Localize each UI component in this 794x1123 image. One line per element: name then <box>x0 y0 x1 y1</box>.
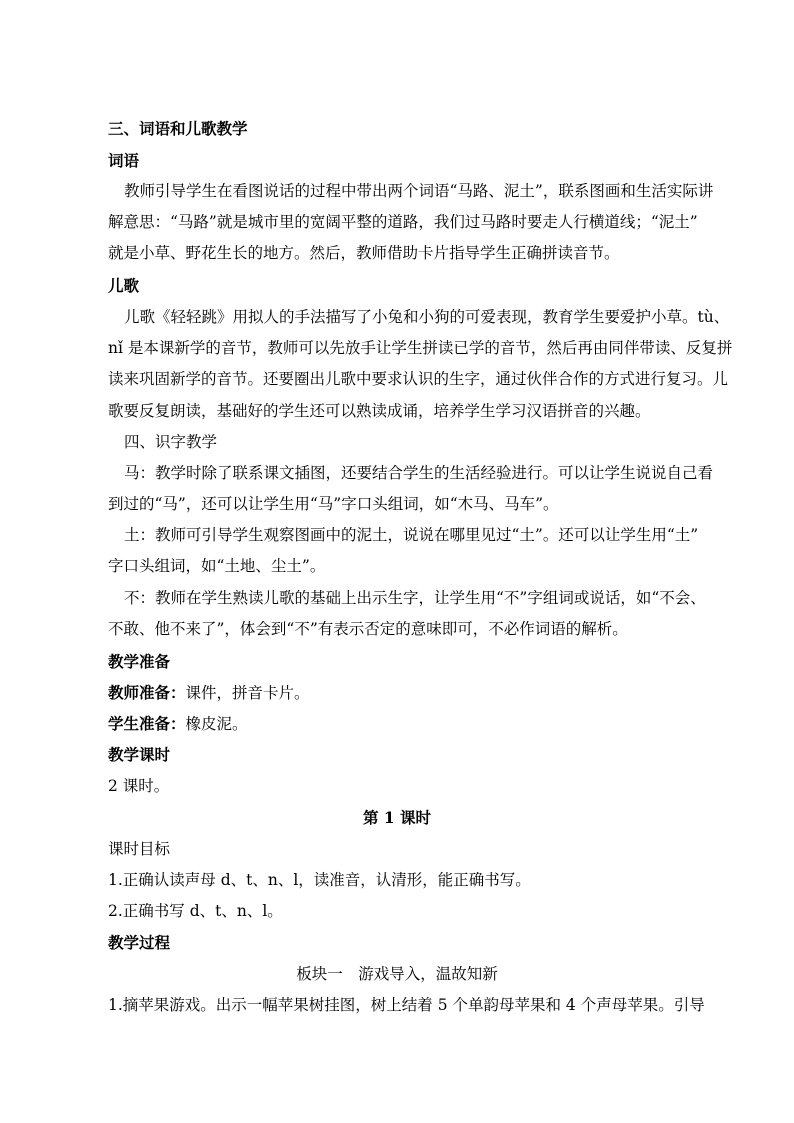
section-title-lesson-1: 第 1 课时 <box>362 808 432 827</box>
heading-class-hours: 教学课时 <box>108 745 171 764</box>
heading-teaching-process: 教学过程 <box>108 933 171 952</box>
paragraph-line: 教师引导学生在看图说话的过程中带出两个词语“马路、泥土”，联系图画和生活实际讲 <box>124 182 714 200</box>
prep-label: 教师准备： <box>108 683 186 702</box>
goal-item: 2.正确书写 d、t、n、l。 <box>108 902 283 920</box>
paragraph-line: 读来巩固新学的音节。还要圈出儿歌中要求认识的生字，通过伙伴合作的方式进行复习。儿 <box>108 370 729 388</box>
paragraph-line: 不敢、他不来了”，体会到“不”有表示否定的意味即可，不必作词语的解析。 <box>108 620 628 638</box>
prep-label: 学生准备： <box>108 714 186 733</box>
subheading-rhyme: 儿歌 <box>108 276 140 295</box>
paragraph-line: 儿歌《轻轻跳》用拟人的手法描写了小兔和小狗的可爱表现，教育学生要爱护小草。tù、 <box>124 308 730 326</box>
paragraph-line: 歌要反复朗读，基础好的学生还可以熟读成诵，培养学生学习汉语拼音的兴趣。 <box>108 402 651 420</box>
heading-lesson-goals: 课时目标 <box>108 840 171 858</box>
prep-line-teacher: 教师准备：课件，拼音卡片。 <box>108 683 310 702</box>
heading-teaching-prep: 教学准备 <box>108 652 171 671</box>
prep-line-student: 学生准备：橡皮泥。 <box>108 714 248 733</box>
paragraph-line: 马：教学时除了联系课文插图，还要结合学生的生活经验进行。可以让学生说说自己看 <box>124 464 714 482</box>
subheading-vocab: 词语 <box>108 151 140 170</box>
paragraph-line: 就是小草、野花生长的地方。然后，教师借助卡片指导学生正确拼读音节。 <box>108 244 620 262</box>
class-hours-value: 2 课时。 <box>108 777 170 795</box>
paragraph-line: 到过的“马”，还可以让学生用“马”字口头组词，如“木马、马车”。 <box>108 495 559 513</box>
block-title-1: 板块一 游戏导入，温故知新 <box>296 965 498 983</box>
paragraph-line: 字口头组词，如“土地、尘土”。 <box>108 557 326 575</box>
heading-vocab-rhyme: 三、词语和儿歌教学 <box>108 119 248 138</box>
paragraph-line: 1.摘苹果游戏。出示一幅苹果树挂图，树上结着 5 个单韵母苹果和 4 个声母苹果。引导 <box>108 996 705 1014</box>
paragraph-line: nǐ 是本课新学的音节，教师可以先放手让学生拼读已学的音节，然后再由同伴带读、反复拼 <box>108 339 733 357</box>
heading-character-teaching: 四、识字教学 <box>124 433 218 451</box>
paragraph-line: 不：教师在学生熟读儿歌的基础上出示生字，让学生用“不”字组词或说话，如“不会、 <box>124 589 706 607</box>
paragraph-line: 土：教师可引导学生观察图画中的泥土，说说在哪里见过“土”。还可以让学生用“土” <box>124 526 699 544</box>
paragraph-line: 解意思：“马路”就是城市里的宽阔平整的道路，我们过马路时要走人行横道线；“泥土” <box>108 213 698 231</box>
goal-item: 1.正确认读声母 d、t、n、l，读准音，认清形，能正确书写。 <box>108 871 531 889</box>
